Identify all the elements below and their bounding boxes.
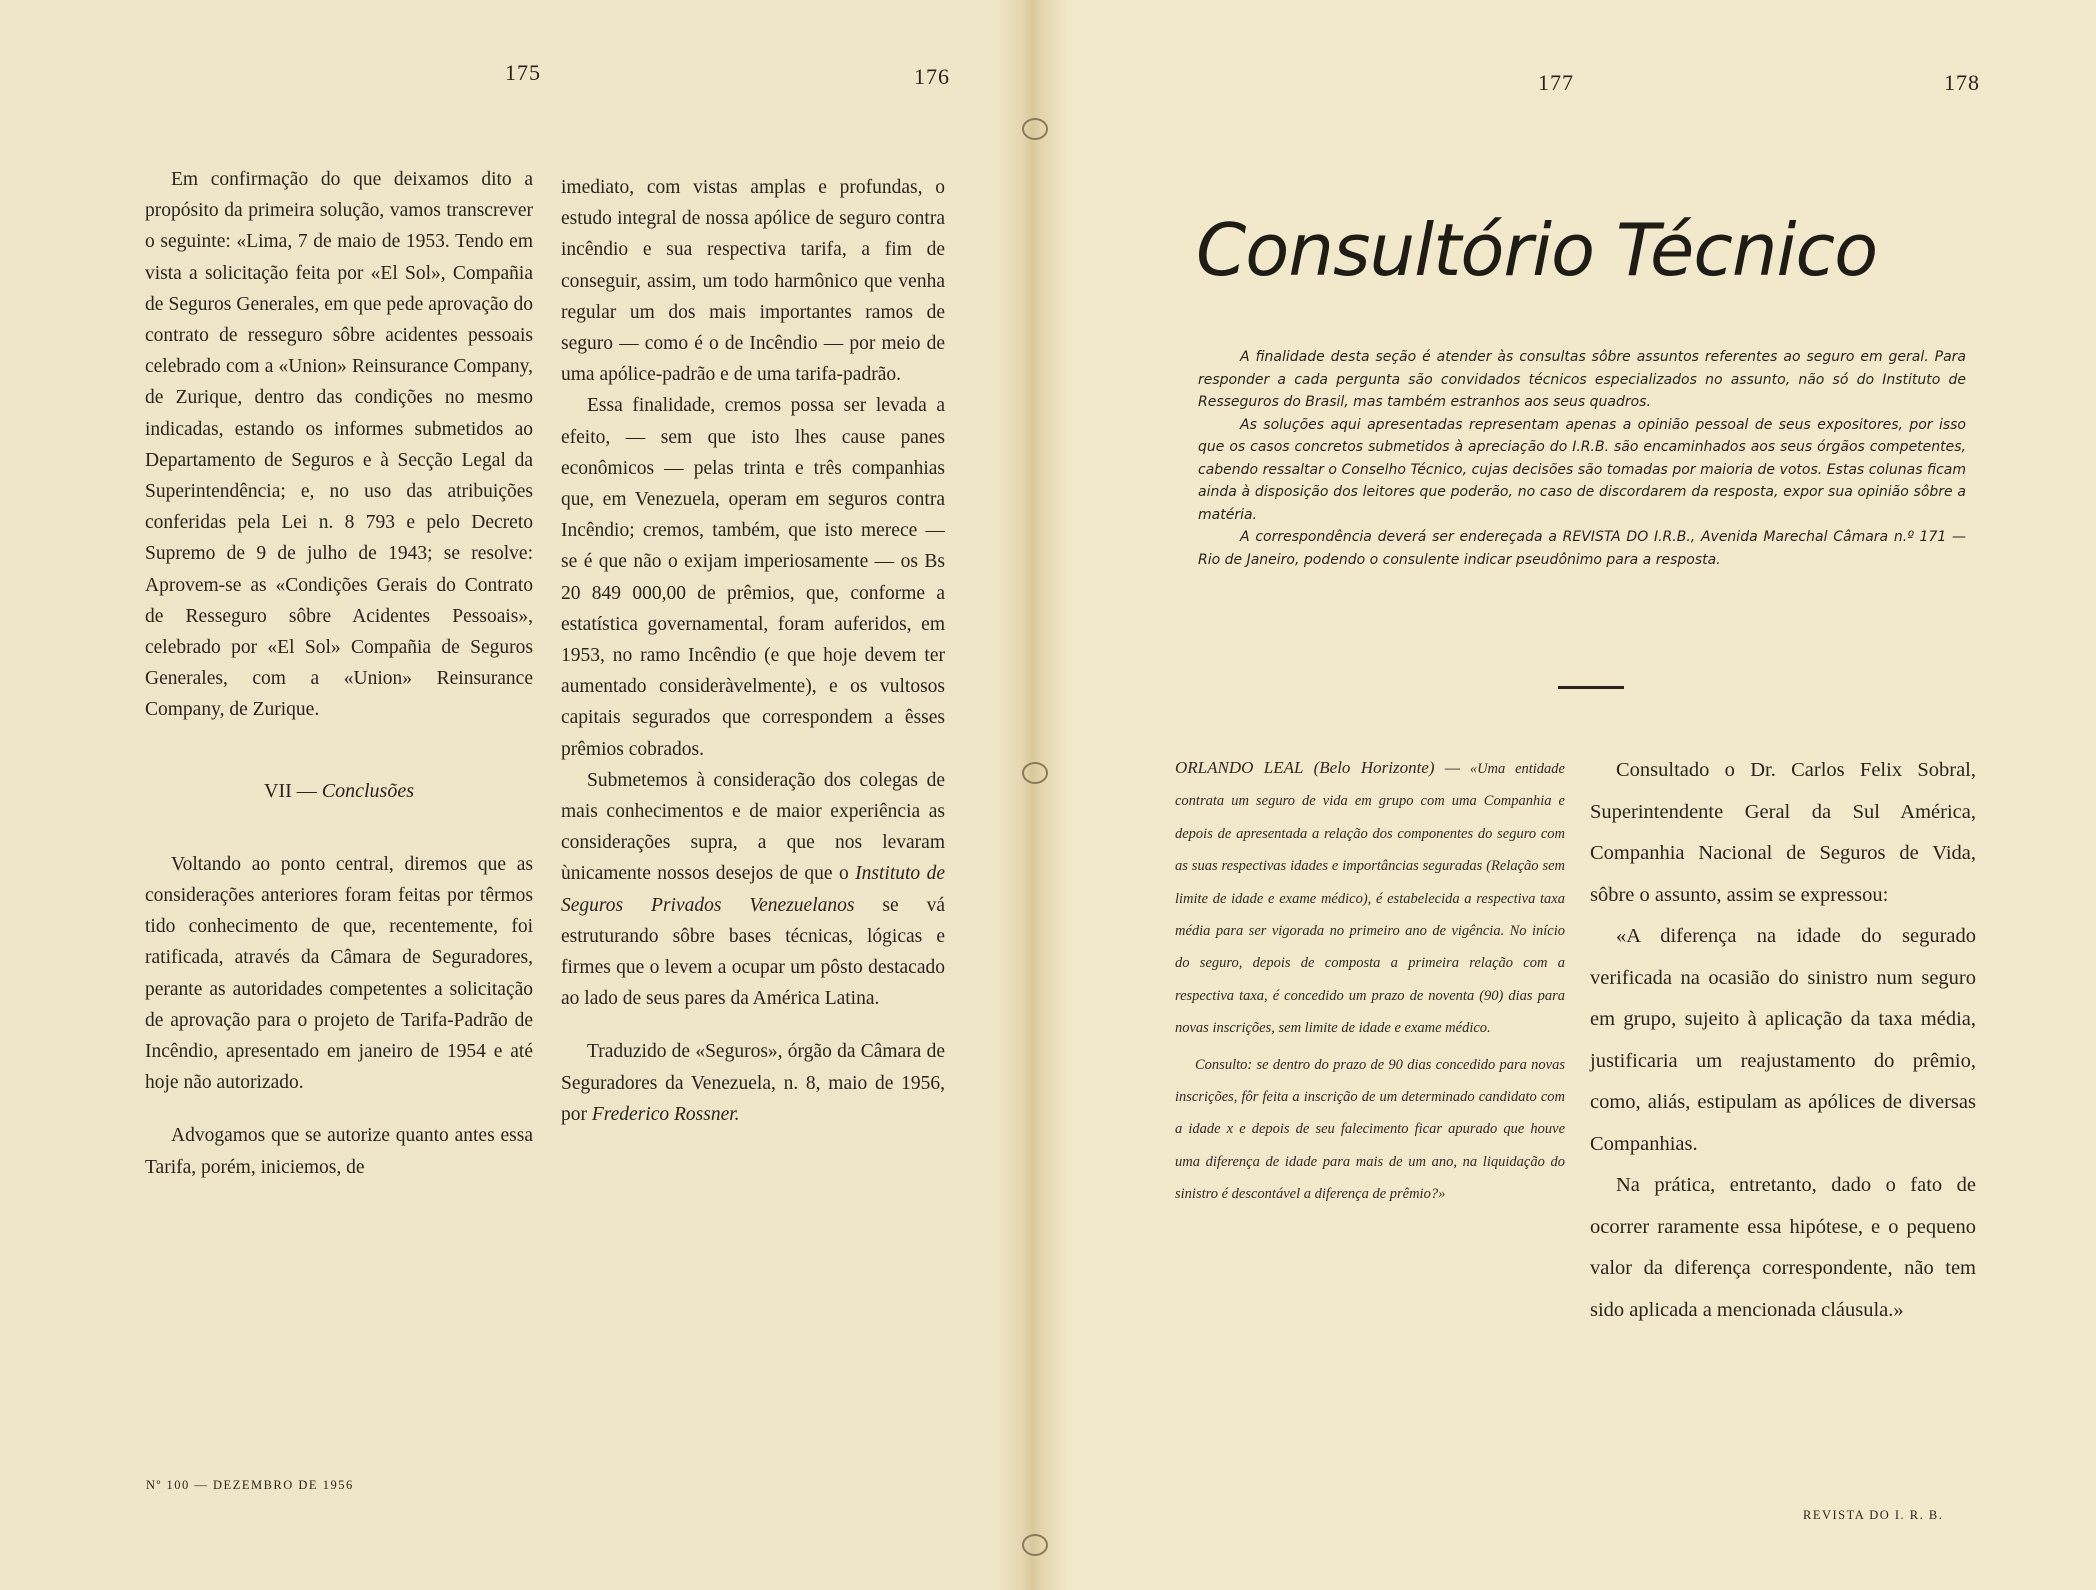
- intro-paragraph: A correspondência deverá ser endereçada a REVISTA DO I.R.B., Avenida Marechal Câmara n.º 171 — Rio de Janeiro, podendo o consulente indicar pseudônimo para a resposta.: [1198, 529, 1966, 568]
- answer-paragraph: «A diferença na idade do segurado verificada na ocasião do sinistro num seguro em grupo, sujeito à aplicação da taxa média, justificaria um reajustamento do prêmio, como, aliás, estipulam as apólices de diversas Companhias.: [1590, 925, 1976, 1155]
- section-intro: [1198, 346, 1966, 571]
- paragraph: Essa finalidade, cremos possa ser levada a efeito, — sem que isto lhes cause panes econômicos — pelas trinta e três companhias que, em Venezuela, operam em seguros contra Incêndio; cremos, também, que isto merece — se é que não o exijam imperiosamente — os Bs 20 849 000,00 de prêmios, que, conforme a estatística governamental, foram auferidos, em 1953, no ramo Incêndio (e que hoje devem ter aumentado consideràvelmente), e os vultosos capitais segurados que correspondem a êsses prêmios cobrados.: [561, 395, 945, 760]
- paragraph: Em confirmação do que deixamos dito a propósito da primeira solução, vamos transcrever o seguinte: «Lima, 7 de maio de 1953. Tendo em vista a solicitação feita por «El Sol», Compañia de Seguros Generales, em que pede aprovação do contrato de resseguro sôbre acidentes pessoais celebrado com a «Union» Reinsurance Company, de Zurique, dentro das condições no mesmo indicadas, estando os informes submetidos ao Departamento de Seguros e à Secção Legal da Superintendência; e, no uso das atribuições conferidas pela Lei n. 8 793 e pelo Decreto Supremo de 9 de julho de 1943; se resolve: Aprovem-se as «Condições Gerais do Contrato de Resseguro sôbre Acidentes Pessoais», celebrado por «El Sol» Compañia de Seguros Generales, com a «Union» Reinsurance Company, de Zurique.: [145, 169, 533, 721]
- binding-gutter: [995, 0, 1070, 1590]
- answer-column: [1590, 750, 1976, 1331]
- article-column-175: [145, 164, 533, 1183]
- paragraph: Advogamos que se autorize quanto antes essa Tarifa, porém, iniciemos, de: [145, 1125, 533, 1178]
- translator-name: Frederico Rossner.: [591, 1103, 740, 1125]
- question-column: [1175, 752, 1565, 1211]
- binding-stitch: [1022, 118, 1048, 140]
- intro-paragraph: As soluções aqui apresentadas representam apenas a opinião pessoal de seus expositores, por isso que os casos concretos submetidos à apreciação do I.R.B. são encaminhados aos seus órgãos competentes, cabendo ressaltar o Conselho Técnico, cujas decisões são tomadas por maioria de votos. Estas colunas ficam ainda à disposição dos leitores que poderão, no caso de discordarem da resposta, expor sua opinião sôbre a matéria.: [1198, 416, 1966, 523]
- page-number-176: 176: [914, 64, 950, 89]
- divider-rule: [1558, 686, 1624, 689]
- binding-stitch: [1022, 1534, 1048, 1556]
- page-number-177: 177: [1538, 70, 1574, 95]
- paragraph-text: Submetemos à consideração dos colegas de mais conhecimentos e de maior experiência as considerações supra, a que nos levaram ùnicamente nossos desejos de que o: [561, 769, 945, 885]
- section-title: Consultório Técnico: [1196, 208, 1878, 292]
- translation-credit: [561, 1036, 945, 1130]
- section-heading: [145, 776, 533, 807]
- page-number-175: 175: [505, 60, 541, 85]
- answer-paragraph: Na prática, entretanto, dado o fato de ocorrer raramente essa hipótese, e o pequeno valor da diferença correspondente, não tem sido aplicada a mencionada cláusula.»: [1590, 1174, 1976, 1321]
- paragraph: [561, 765, 945, 1015]
- paragraph: imediato, com vistas amplas e profundas, o estudo integral de nossa apólice de seguro contra incêndio e sua respectiva tarifa, a fim de conseguir, assim, um todo harmônico que venha regular um dos mais importantes ramos de seguro — como é o de Incêndio — por meio de uma apólice-padrão e de uma tarifa-padrão.: [561, 177, 945, 386]
- question-text: «Uma entidade contrata um seguro de vida em grupo com uma Companhia e depois de apresentada a relação dos componentes do seguro com as suas respectivas idades e importâncias seguradas (Relação sem limite de idade e exame médico), é estabelecida a respectiva taxa média para ser vigorada no primeiro ano de vigência. No início do seguro, depois de composta a primeira relação com a respectiva taxa, é concedido um prazo de noventa (90) dias para novas inscrições, sem limite de idade e exame médico.: [1175, 761, 1565, 1037]
- answer-paragraph: Consultado o Dr. Carlos Felix Sobral, Superintendente Geral da Sul América, Companhia Nacional de Seguros de Vida, sôbre o assunto, assim se expressou:: [1590, 759, 1976, 906]
- section-heading-title: Conclusões: [321, 779, 414, 802]
- issue-footer: Nº 100 — DEZEMBRO DE 1956: [146, 1478, 354, 1492]
- credit-text: Traduzido de «Seguros», órgão da Câmara de Seguradores da Venezuela, n. 8, maio de 1956, por: [561, 1041, 945, 1125]
- article-column-176: [561, 172, 945, 1130]
- binding-stitch: [1022, 762, 1048, 784]
- section-heading-number: VII —: [264, 779, 317, 802]
- question-author: ORLANDO LEAL (Belo Horizonte) —: [1175, 758, 1461, 777]
- journal-footer: REVISTA DO I. R. B.: [1803, 1508, 1944, 1522]
- question-consult: Consulto: se dentro do prazo de 90 dias concedido para novas inscrições, fôr feita a inscrição de um determinado candidato com a idade x e depois de seu falecimento ficar apurado que houve uma diferença de idade para mais de um ano, na liquidação do sinistro é descontável a diferença de prêmio?»: [1175, 1056, 1565, 1203]
- intro-paragraph: A finalidade desta seção é atender às consultas sôbre assuntos referentes ao seguro em geral. Para responder a cada pergunta são convidados técnicos especializados no assunto, não só do Instituto de Resseguros do Brasil, mas também estranhos aos seus quadros.: [1198, 349, 1966, 410]
- institution-name: Instituto de Seguros Privados Venezuelanos: [561, 863, 946, 916]
- paragraph: Voltando ao ponto central, diremos que as considerações anteriores foram feitas por têrmos tido conhecimento de que, recentemente, foi ratificada, através da Câmara de Seguradores, perante as autoridades competentes a solicitação de aprovação para o projeto de Tarifa-Padrão de Incêndio, apresentado em janeiro de 1954 e até hoje não autorizado.: [145, 853, 533, 1094]
- question: [1175, 752, 1565, 1045]
- paragraph-text: se vá estruturando sôbre bases técnicas, lógicas e firmes que o levem a ocupar um pôsto destacado ao lado de seus pares da América Latina.: [561, 894, 945, 1010]
- page-number-178: 178: [1944, 70, 1980, 95]
